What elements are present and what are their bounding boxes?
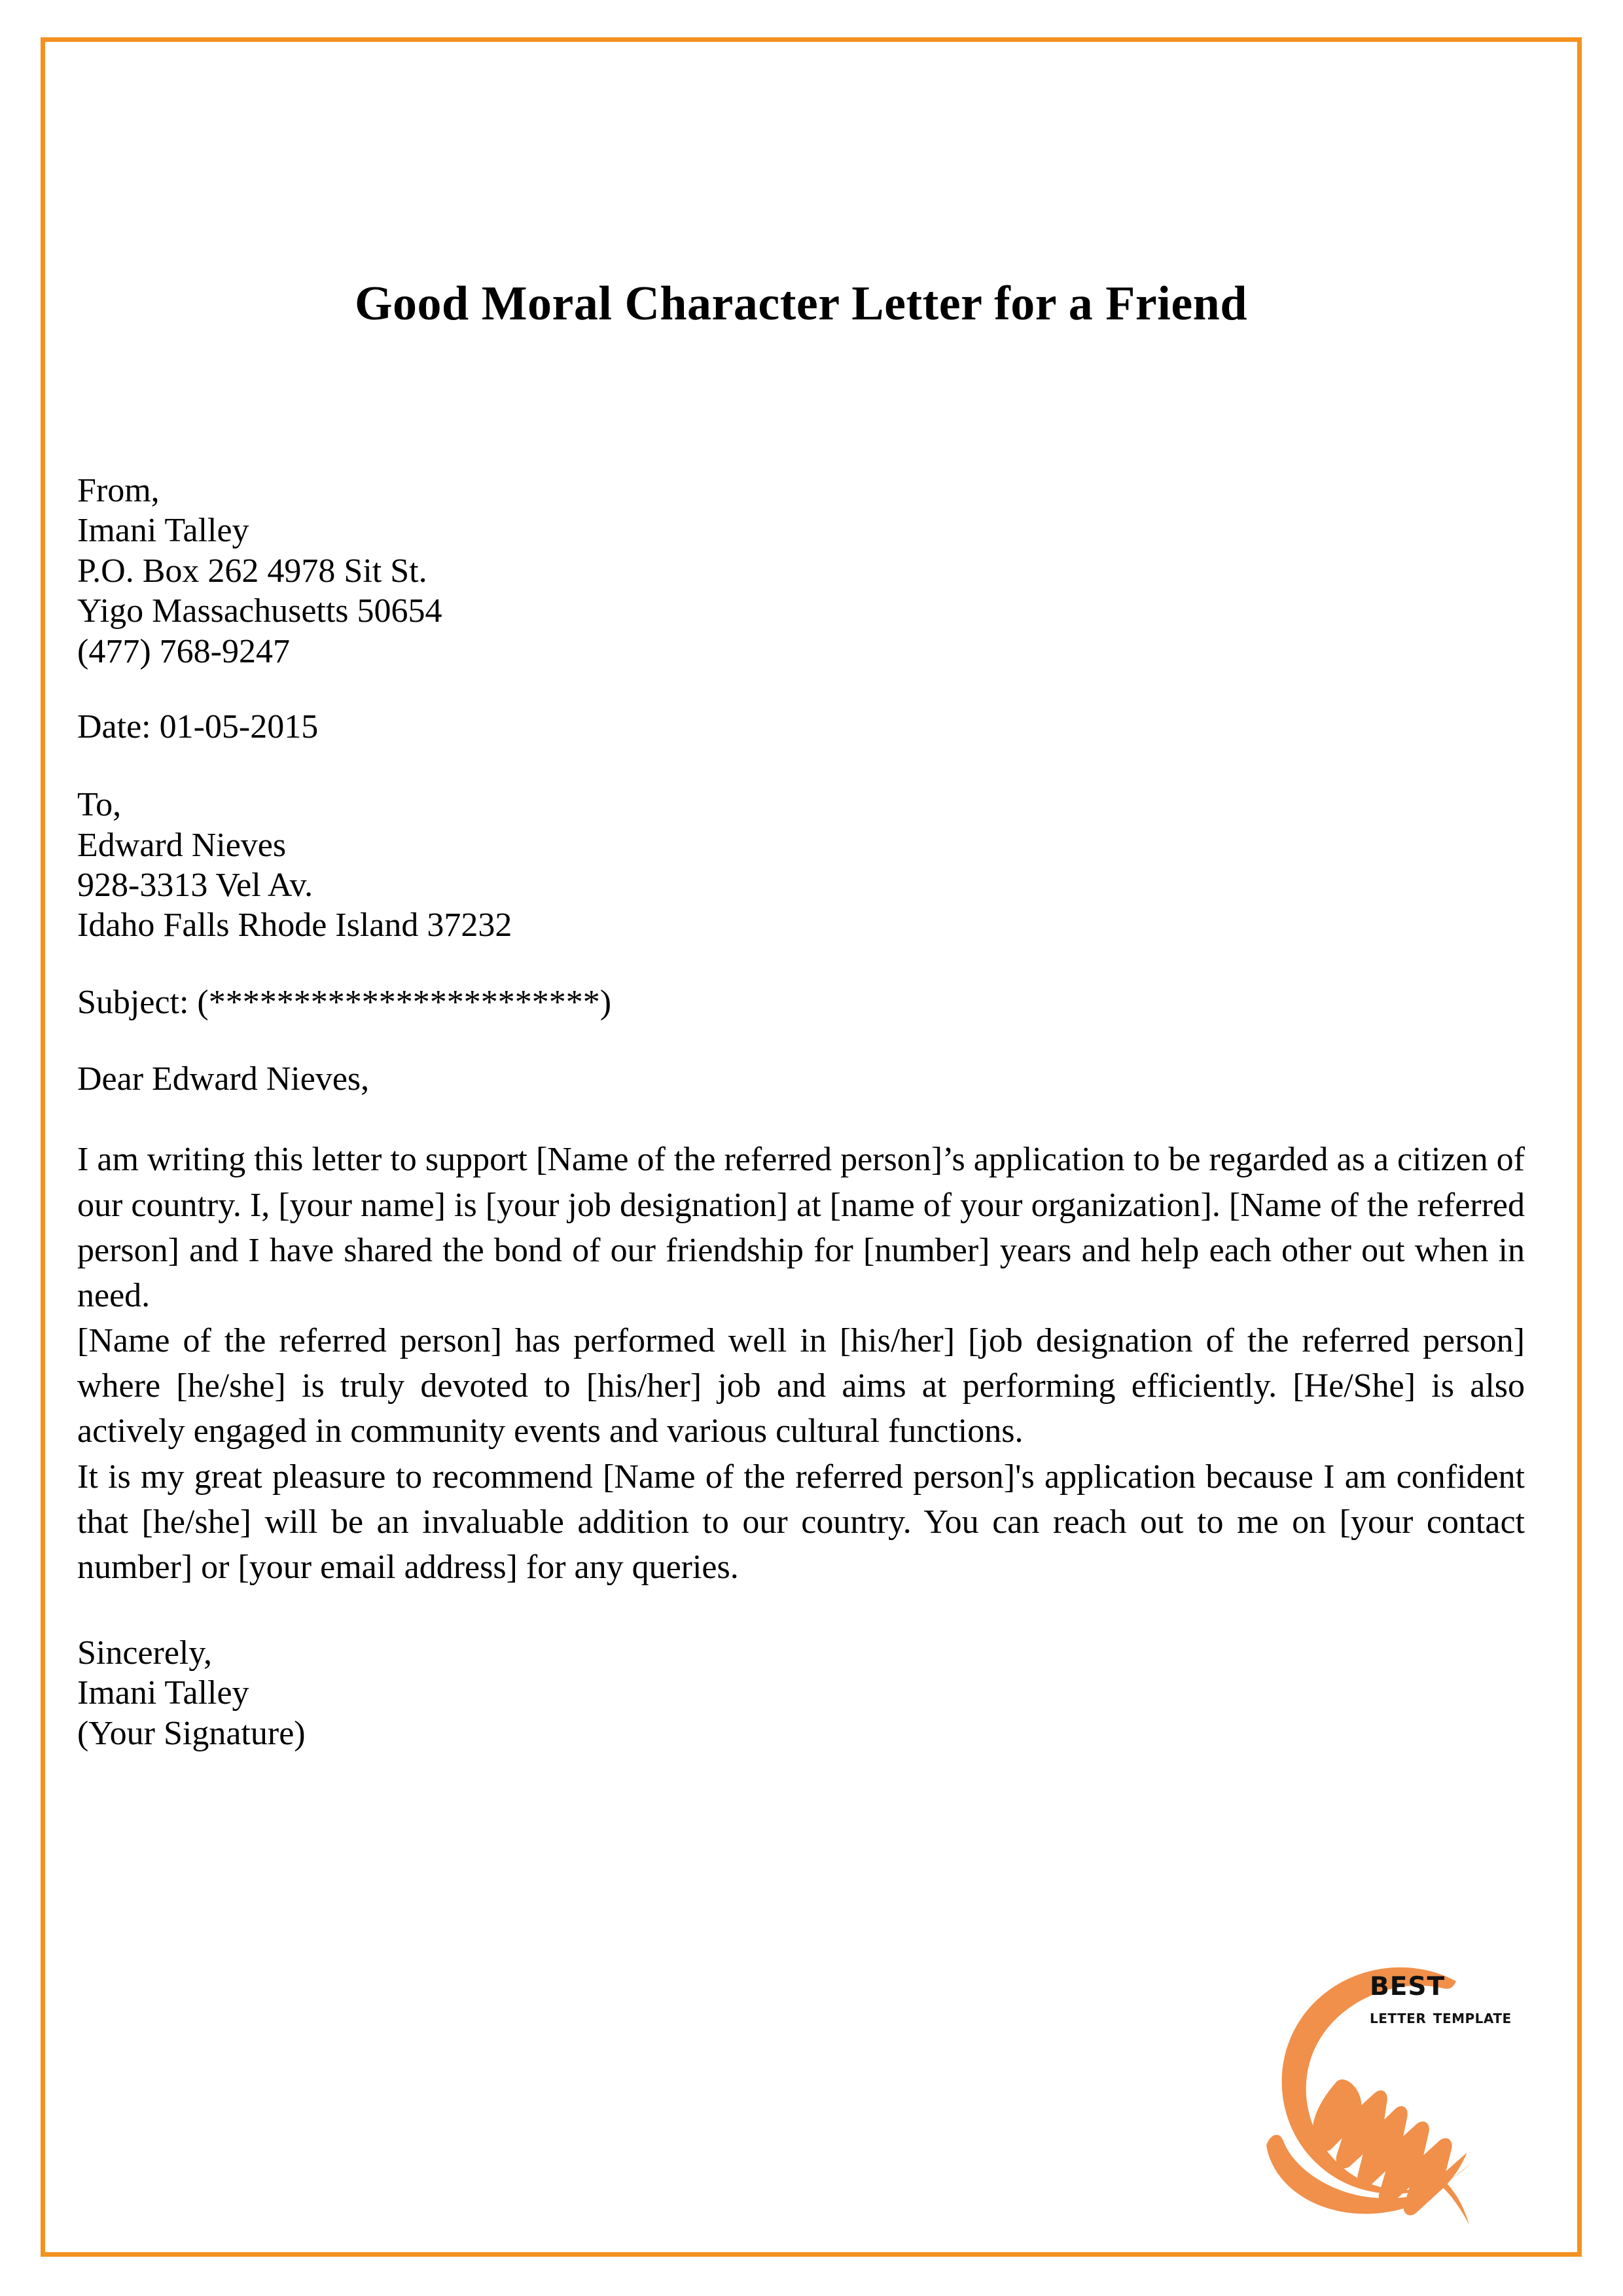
recipient-to-label: To,: [77, 786, 122, 824]
subject-line: Subject: (***********************): [77, 983, 612, 1021]
logo-wordmark: [1370, 1962, 1540, 2028]
logo-brand-secondary: letter template: [1370, 2005, 1512, 2028]
recipient-city-state-zip: Idaho Falls Rhode Island 37232: [77, 906, 512, 944]
body-paragraph-1: I am writing this letter to support [Name of the referred person]’s application to be regarded as a citizen of our country. I, [your name] is [your job designation] at [name of your organization]. [Name of the referred person] and I have shared the bond of our friendship for [number] years and help each other out when in need.: [77, 1141, 1525, 1314]
recipient-street: 928-3313 Vel Av.: [77, 866, 313, 904]
sender-street: P.O. Box 262 4978 Sit St.: [77, 552, 427, 590]
letter-date: Date: 01-05-2015: [77, 708, 319, 745]
sender-city-state-zip: Yigo Massachusetts 50654: [77, 592, 442, 630]
sender-address-block: [77, 471, 1525, 672]
letter-content: [77, 92, 1525, 1753]
recipient-address-block: [77, 785, 1525, 945]
brand-logo: [1260, 1947, 1535, 2229]
sender-name: Imani Talley: [77, 512, 249, 550]
body-paragraph-3: It is my great pleasure to recommend [Name of the referred person]'s application because I am confident that [he/she] will be an invaluable addition to our country. You can reach out to me on [your contact number] or [your email address] for any queries.: [77, 1458, 1525, 1586]
body-paragraph-2: [Name of the referred person] has performed well in [his/her] [job designation of the referred person] where [he/she] is truly devoted to [his/her] job and aims at performing efficiently. [He/She] is also actively engaged in community events and various cultural functions.: [77, 1322, 1525, 1450]
signoff-block: [77, 1633, 1525, 1753]
signature-placeholder: (Your Signature): [77, 1714, 306, 1752]
letter-body: [77, 1137, 1525, 1590]
signoff-closing: Sincerely,: [77, 1634, 212, 1672]
sender-phone: (477) 768-9247: [77, 632, 290, 670]
logo-brand-primary: best: [1370, 1962, 1446, 2004]
salutation-line: Dear Edward Nieves,: [77, 1060, 370, 1098]
signoff-name: Imani Talley: [77, 1674, 249, 1712]
page-title: Good Moral Character Letter for a Friend: [355, 277, 1247, 331]
sender-from-label: From,: [77, 472, 160, 510]
recipient-name: Edward Nieves: [77, 826, 287, 864]
